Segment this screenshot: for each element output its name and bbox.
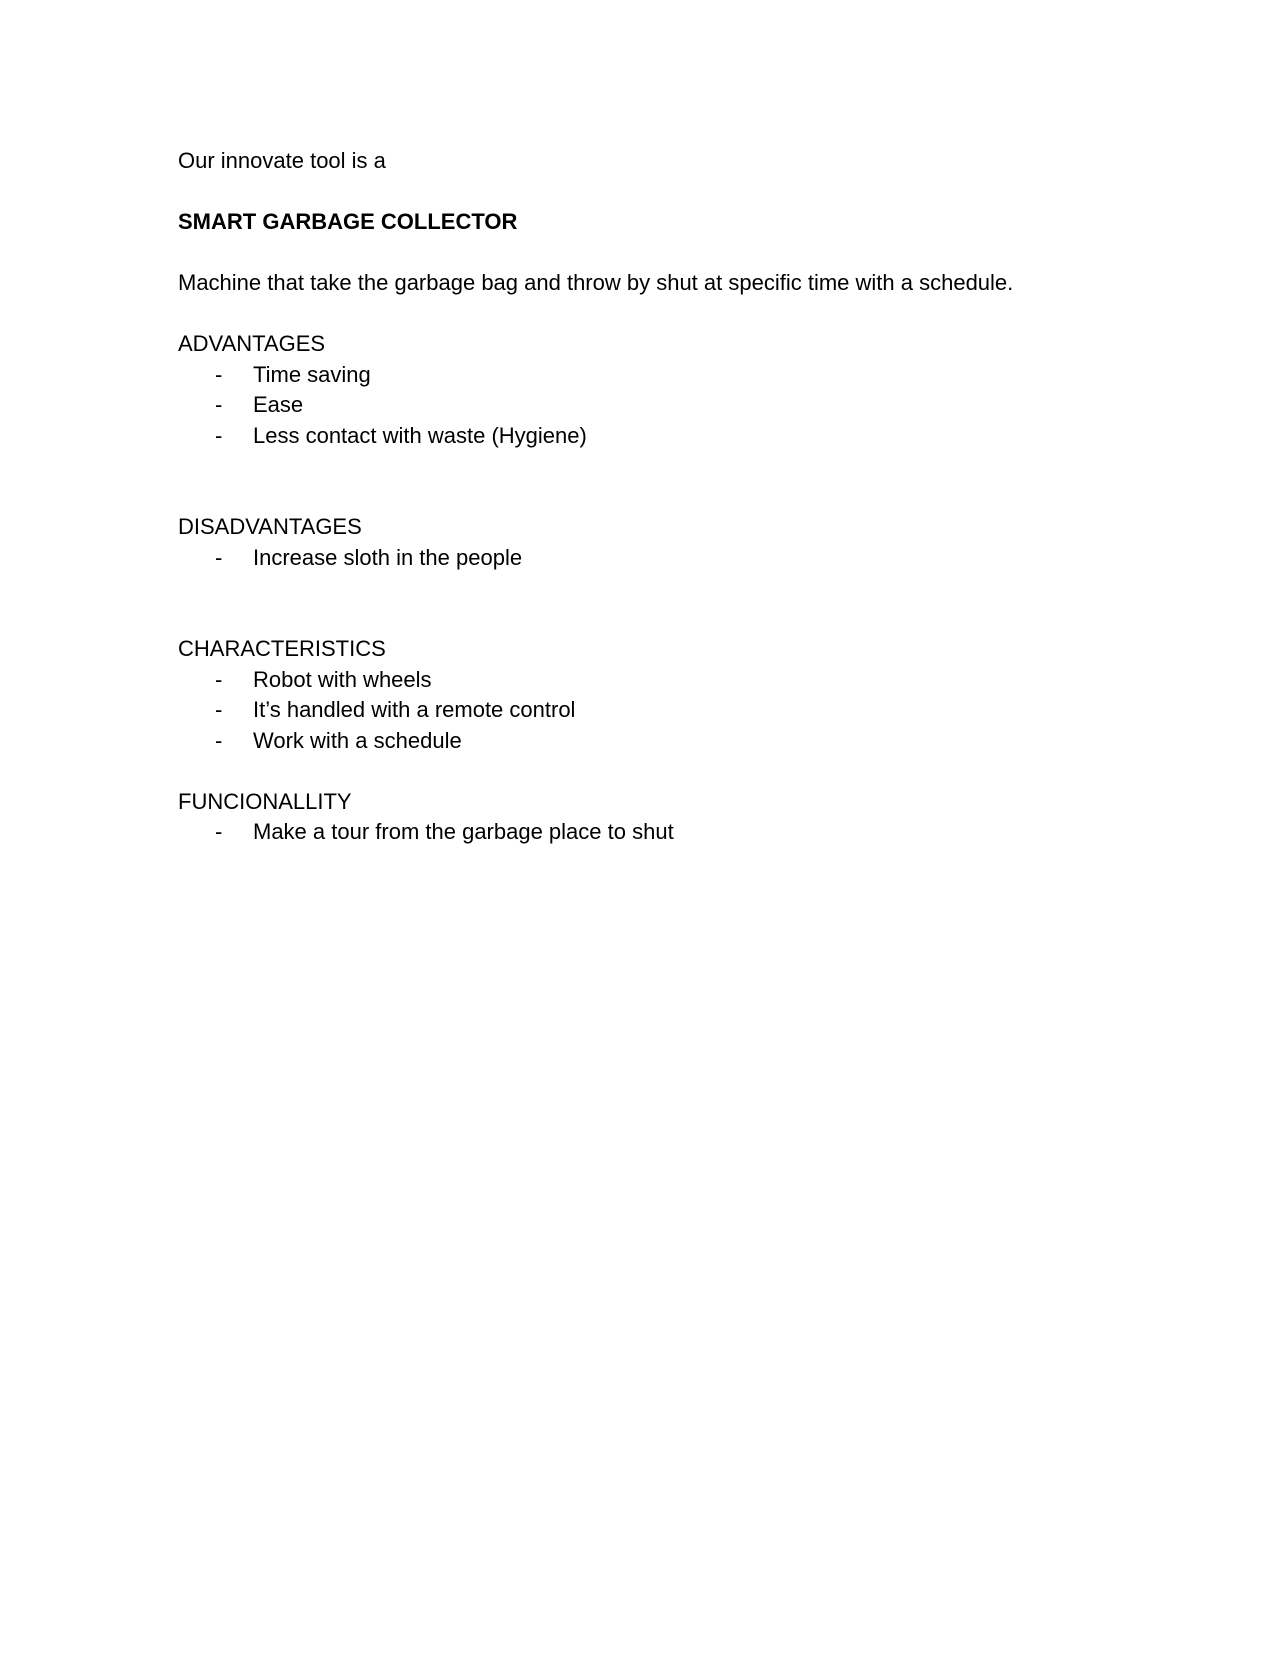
dash-bullet: - xyxy=(215,697,223,722)
list-item xyxy=(178,390,1098,421)
dash-bullet: - xyxy=(215,666,223,692)
dash-bullet: - xyxy=(215,361,223,387)
list-item xyxy=(178,360,1098,391)
disadvantages-list xyxy=(178,543,1098,574)
spacer xyxy=(178,573,1098,634)
dash-bullet: - xyxy=(215,422,223,448)
description-text: Machine that take the garbage bag and throw by shut at specific time with a schedule. xyxy=(178,270,1014,295)
list-item-text: Robot with wheels xyxy=(253,666,432,692)
list-item-text: It’s handled with a remote control xyxy=(253,697,576,722)
spacer xyxy=(178,177,1098,208)
list-item xyxy=(178,817,1098,848)
dash-bullet: - xyxy=(215,727,223,753)
dash-bullet: - xyxy=(215,819,223,844)
list-item-text: Ease xyxy=(253,392,304,417)
characteristics-list xyxy=(178,665,1098,757)
spacer xyxy=(178,451,1098,512)
spacer xyxy=(178,238,1098,269)
list-item-text: Increase sloth in the people xyxy=(253,544,523,570)
intro-text: Our innovate tool is a xyxy=(178,148,386,173)
list-item-text: Less contact with waste (Hygiene) xyxy=(253,422,587,448)
list-item xyxy=(178,665,1098,696)
spacer xyxy=(178,299,1098,330)
funcionallity-list xyxy=(178,817,1098,848)
document-body xyxy=(178,146,1098,848)
list-item xyxy=(178,726,1098,757)
section-heading-advantages: ADVANTAGES xyxy=(178,331,326,356)
list-item-text: Work with a schedule xyxy=(253,727,462,753)
list-item-text: Make a tour from the garbage place to shut xyxy=(253,819,674,844)
dash-bullet: - xyxy=(215,544,223,570)
document-title: SMART GARBAGE COLLECTOR xyxy=(178,209,518,234)
section-heading-disadvantages: DISADVANTAGES xyxy=(178,514,362,539)
dash-bullet: - xyxy=(215,392,223,417)
list-item xyxy=(178,421,1098,452)
spacer xyxy=(178,756,1098,787)
list-item xyxy=(178,695,1098,726)
advantages-list xyxy=(178,360,1098,452)
section-heading-funcionallity: FUNCIONALLITY xyxy=(178,788,352,814)
list-item xyxy=(178,543,1098,574)
list-item-text: Time saving xyxy=(253,361,371,387)
section-heading-characteristics: CHARACTERISTICS xyxy=(178,636,386,661)
